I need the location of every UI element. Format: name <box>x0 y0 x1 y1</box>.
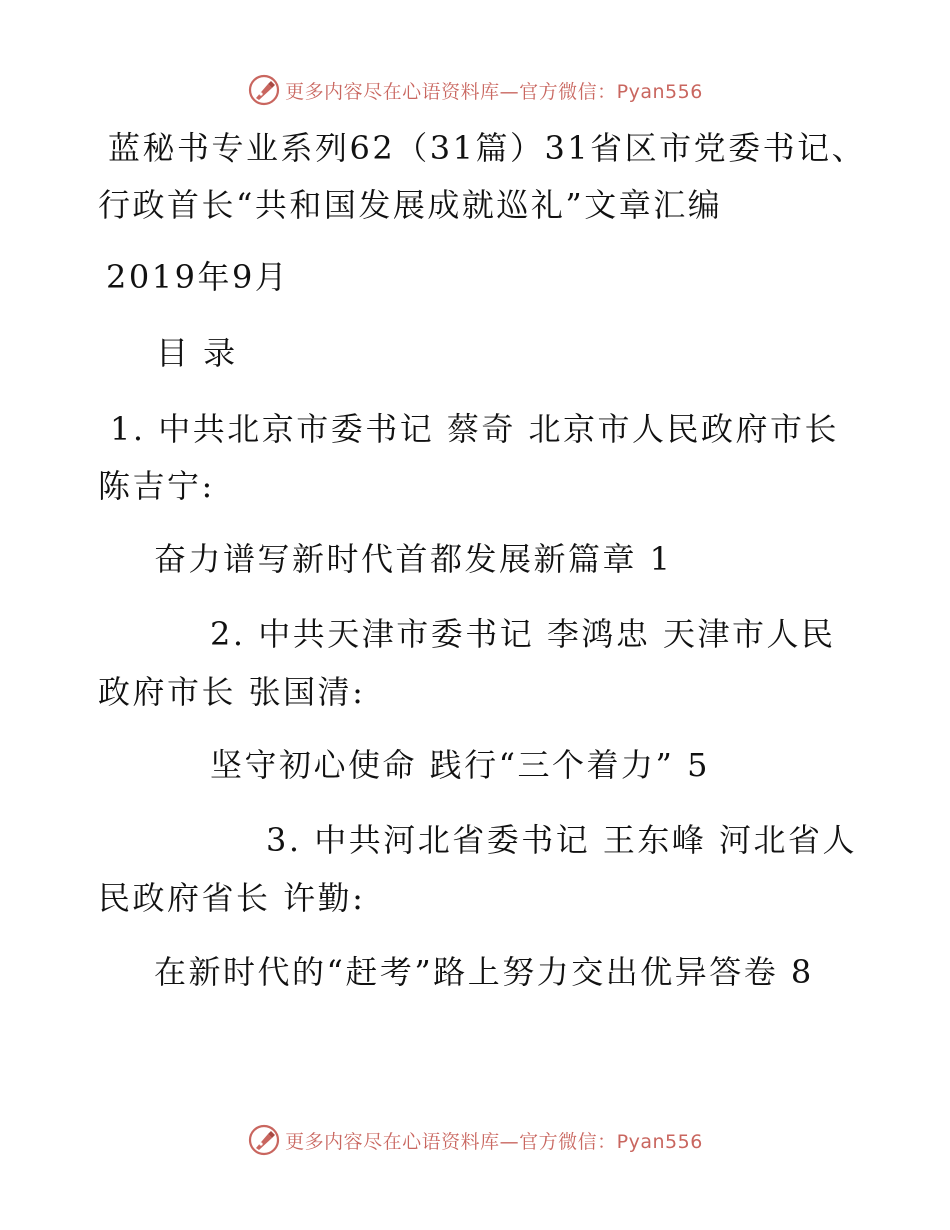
toc-entry-2-author-line-2: 政府市长 张国清: <box>98 673 366 711</box>
document-title-line-1: 蓝秘书专业系列62（31篇）31省区市党委书记、 <box>108 129 867 167</box>
toc-entry-3-article: 在新时代的“赶考”路上努力交出优异答卷 8 <box>154 953 814 991</box>
toc-entry-1-author-line-1: 1. 中共北京市委书记 蔡奇 北京市人民政府市长 <box>110 410 840 448</box>
pen-nib-logo-icon <box>247 73 281 107</box>
toc-entry-1-article: 奋力谱写新时代首都发展新篇章 1 <box>154 540 673 578</box>
page-header-watermark <box>0 70 950 110</box>
watermark-text: 更多内容尽在心语资料库—官方微信：Pyan556 <box>285 80 703 103</box>
toc-entry-3-author-line-1: 3. 中共河北省委书记 王东峰 河北省人 <box>266 821 858 859</box>
pen-nib-logo-icon <box>247 1123 281 1157</box>
toc-entry-2-author-line-1: 2. 中共天津市委书记 李鸿忠 天津市人民 <box>210 615 836 653</box>
document-title-line-2: 行政首长“共和国发展成就巡礼”文章汇编 <box>98 186 723 224</box>
document-date: 2019年9月 <box>106 258 290 296</box>
toc-entry-2-article: 坚守初心使命 践行“三个着力” 5 <box>210 746 710 784</box>
watermark-text: 更多内容尽在心语资料库—官方微信：Pyan556 <box>285 1130 703 1153</box>
toc-heading: 目 录 <box>156 334 238 372</box>
toc-entry-1-author-line-2: 陈吉宁: <box>98 467 215 505</box>
toc-entry-3-author-line-2: 民政府省长 许勤: <box>98 879 366 917</box>
page-footer-watermark <box>0 1120 950 1160</box>
